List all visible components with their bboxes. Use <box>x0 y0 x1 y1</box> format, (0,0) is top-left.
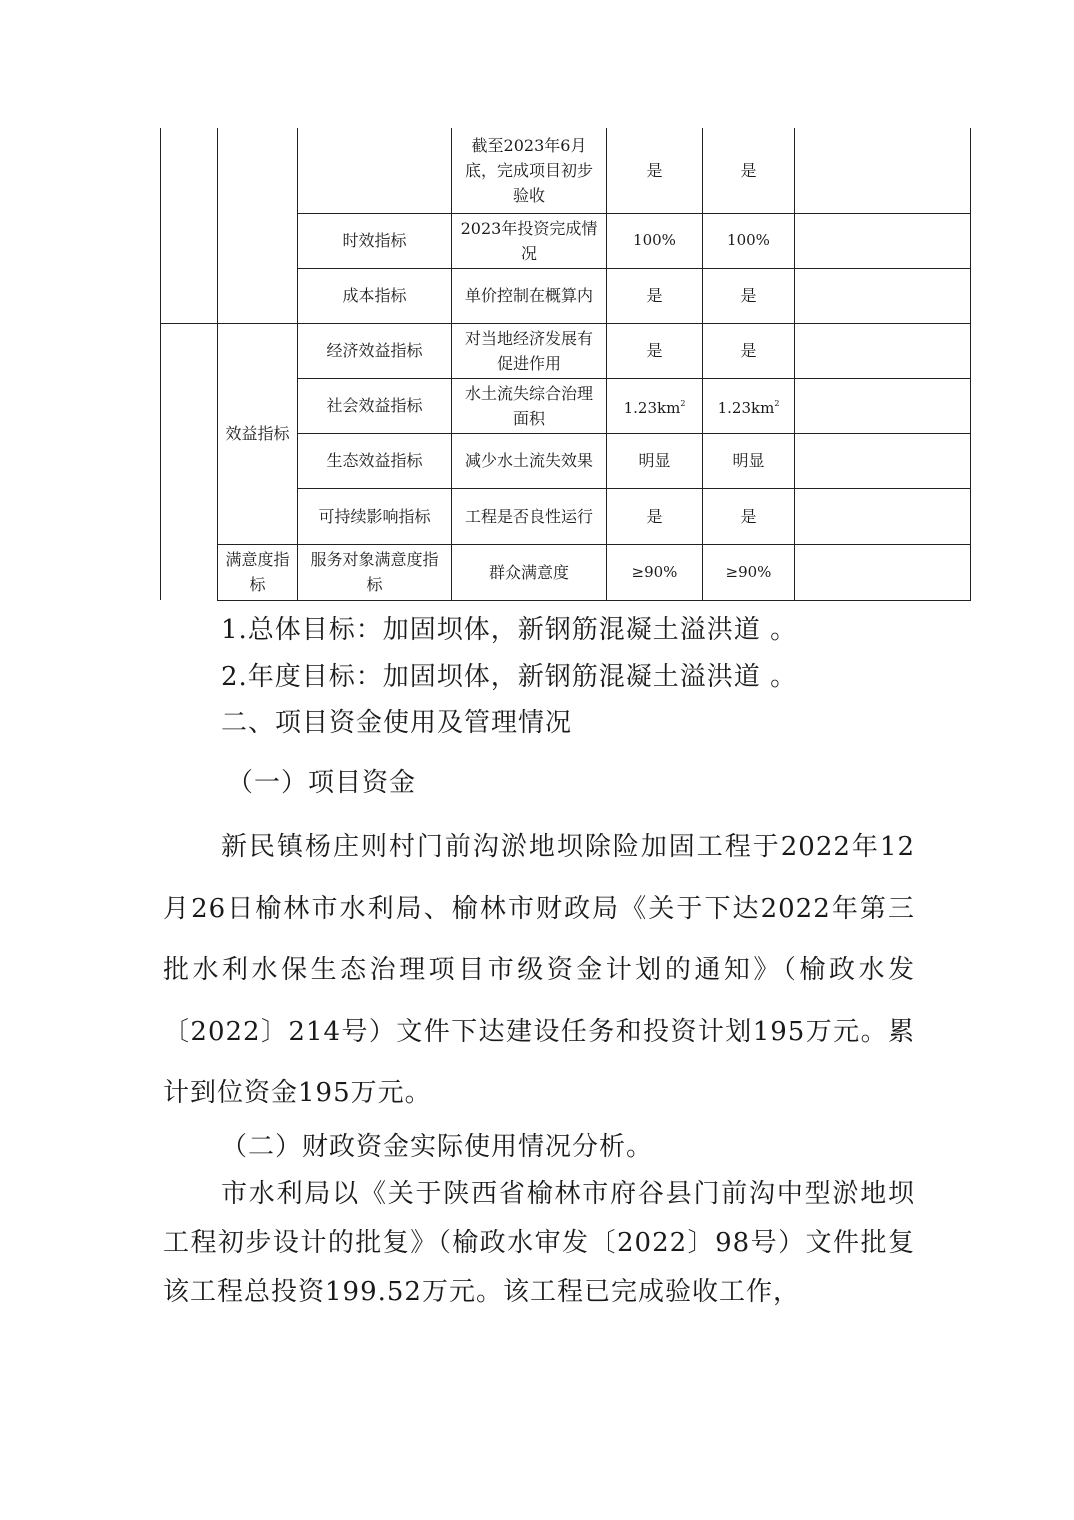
subsection-heading: （一）项目资金 <box>227 768 417 798</box>
unit-superscript: 2 <box>680 398 686 408</box>
table-row <box>161 323 971 378</box>
criterion-cell: 减少水土流失效果 <box>452 433 607 488</box>
subsection-heading: （二）财政资金实际使用情况分析。 <box>221 1132 654 1162</box>
actual-value-cell <box>703 378 795 433</box>
remarks-cell <box>795 378 971 433</box>
indicator-cell: 服务对象满意度指标 <box>298 544 452 600</box>
performance-indicator-table <box>160 128 971 601</box>
target-value-cell <box>607 378 703 433</box>
criterion-cell: 对当地经济发展有促进作用 <box>452 323 607 378</box>
indicator-cell: 可持续影响指标 <box>298 488 452 544</box>
actual-value-cell: ≥90% <box>703 544 795 600</box>
target-value-cell: 是 <box>607 323 703 378</box>
indicator-cell <box>298 128 452 213</box>
target-value-text: 1.23km <box>623 398 681 417</box>
overall-goal-text: 1.总体目标：加固坝体，新钢筋混凝土溢洪道 。 <box>221 615 798 645</box>
criterion-cell: 截至2023年6月底，完成项目初步验收 <box>452 128 607 213</box>
actual-value-text: 1.23km <box>717 398 775 417</box>
indicator-cell: 生态效益指标 <box>298 433 452 488</box>
actual-value-cell: 是 <box>703 268 795 323</box>
remarks-cell <box>795 128 971 213</box>
target-value-cell: 是 <box>607 128 703 213</box>
table-cell <box>218 128 298 323</box>
remarks-cell <box>795 433 971 488</box>
group-label-cell: 满意度指标 <box>218 544 298 600</box>
target-value-cell: 100% <box>607 213 703 268</box>
actual-value-cell: 是 <box>703 323 795 378</box>
criterion-cell: 群众满意度 <box>452 544 607 600</box>
target-value-cell: ≥90% <box>607 544 703 600</box>
indicator-cell: 时效指标 <box>298 213 452 268</box>
remarks-cell <box>795 213 971 268</box>
table-cell <box>161 128 218 323</box>
criterion-cell: 单价控制在概算内 <box>452 268 607 323</box>
section-heading: 二、项目资金使用及管理情况 <box>221 708 573 738</box>
remarks-cell <box>795 544 971 600</box>
target-value-cell: 是 <box>607 488 703 544</box>
funds-paragraph: 新民镇杨庄则村门前沟淤地坝除险加固工程于2022年12月26日榆林市水利局、榆林市财政局《关于下达2022年第三批水利水保生态治理项目市级资金计划的通知》（榆政水发〔2022〕214号）文件下达建设任务和投资计划195万元。累计到位资金195万元。 <box>163 832 915 1108</box>
unit-superscript: 2 <box>774 398 780 408</box>
indicator-cell: 社会效益指标 <box>298 378 452 433</box>
remarks-cell <box>795 488 971 544</box>
annual-goal-text: 2.年度目标：加固坝体，新钢筋混凝土溢洪道 。 <box>221 662 798 692</box>
table-row <box>161 544 971 600</box>
target-value-cell: 明显 <box>607 433 703 488</box>
indicator-cell: 成本指标 <box>298 268 452 323</box>
criterion-cell: 2023年投资完成情况 <box>452 213 607 268</box>
actual-value-cell: 是 <box>703 488 795 544</box>
criterion-cell: 工程是否良性运行 <box>452 488 607 544</box>
remarks-cell <box>795 323 971 378</box>
table-cell <box>161 323 218 600</box>
table-row <box>161 128 971 213</box>
target-value-cell: 是 <box>607 268 703 323</box>
group-label-cell: 效益指标 <box>218 323 298 544</box>
remarks-cell <box>795 268 971 323</box>
indicator-cell: 经济效益指标 <box>298 323 452 378</box>
criterion-cell: 水土流失综合治理面积 <box>452 378 607 433</box>
actual-value-cell: 100% <box>703 213 795 268</box>
actual-value-cell: 是 <box>703 128 795 213</box>
usage-paragraph: 市水利局以《关于陕西省榆林市府谷县门前沟中型淤地坝工程初步设计的批复》（榆政水审发〔2022〕98号）文件批复该工程总投资199.52万元。该工程已完成验收工作， <box>163 1179 915 1307</box>
actual-value-cell: 明显 <box>703 433 795 488</box>
